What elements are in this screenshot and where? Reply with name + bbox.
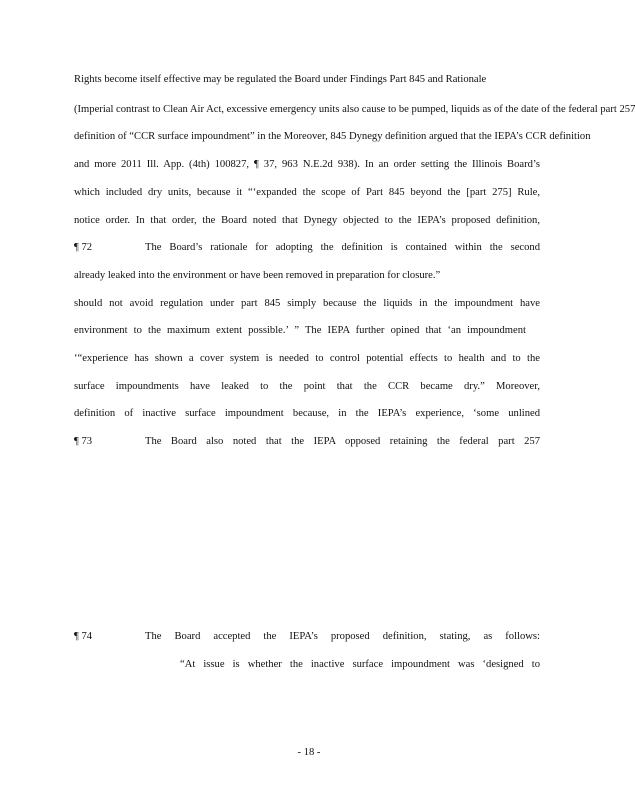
document-line: ‘“experience has shown a cover system is needed to control potential effects to health and to the (74, 353, 540, 364)
paragraph-number: ¶ 74 (74, 631, 93, 642)
document-line: definition of inactive surface impoundment because, in the IEPA’s experience, ‘some unlined (74, 408, 540, 419)
paragraph-text: The Board accepted the IEPA’s proposed definition, stating, as follows: (145, 631, 540, 642)
paragraph-text: The Board also noted that the IEPA opposed retaining the federal part 257 (145, 436, 540, 447)
document-line: Rights become itself effective may be regulated the Board under Findings Part 845 and Rationale (74, 74, 487, 85)
paragraph-number: ¶ 72 (74, 242, 93, 253)
page-number: - 18 - (297, 747, 321, 758)
document-line: (Imperial contrast to Clean Air Act, excessive emergency units also cause to be pumped, liquids as of the date of the federal part 257 (74, 104, 635, 115)
paragraph-number: ¶ 73 (74, 436, 93, 447)
document-line: already leaked into the environment or have been removed in preparation for closure.” (74, 270, 441, 281)
document-line: definition of “CCR surface impoundment” in the Moreover, 845 Dynegy definition argued that the IEPA’s CCR definition (74, 131, 591, 142)
document-line: environment to the maximum extent possible.’ ” The IEPA further opined that ‘an impoundment (74, 325, 526, 336)
paragraph-text: The Board’s rationale for adopting the definition is contained within the second (145, 242, 540, 253)
block-quote-line: “At issue is whether the inactive surface impoundment was ‘designed to (180, 659, 540, 670)
document-line: which included dry units, because it “‘expanded the scope of Part 845 beyond the [part 275] Rule, (74, 187, 540, 198)
document-line: notice order. In that order, the Board noted that Dynegy objected to the IEPA’s proposed definition, (74, 215, 540, 226)
document-line: surface impoundments have leaked to the point that the CCR became dry.” Moreover, (74, 381, 540, 392)
document-line: should not avoid regulation under part 845 simply because the liquids in the impoundment have (74, 298, 540, 309)
document-line: and more 2011 Ill. App. (4th) 100827, ¶ 37, 963 N.E.2d 938). In an order setting the Illinois Board’s (74, 159, 540, 170)
